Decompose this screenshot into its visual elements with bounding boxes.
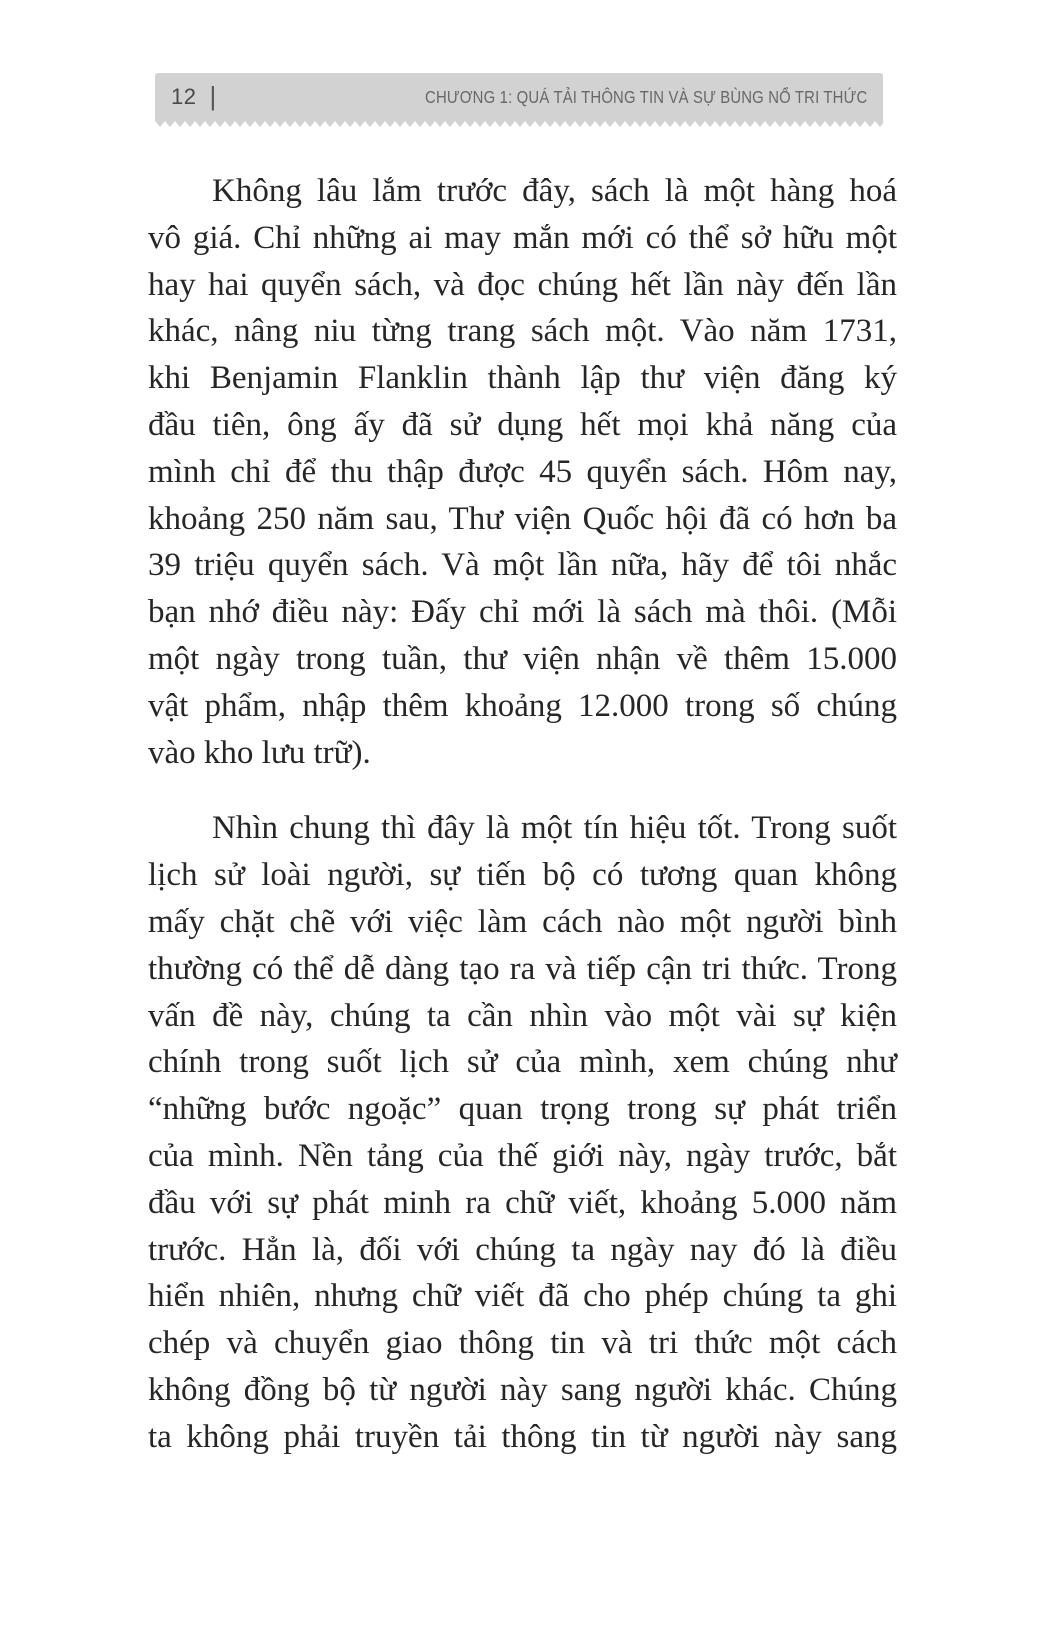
text-line: mấy chặt chẽ với việc làm cách nào một người bình — [148, 903, 897, 940]
text-line: vào kho lưu trữ). — [148, 734, 371, 771]
text-line: thường có thể dễ dàng tạo ra và tiếp cận tri thức. Trong — [148, 950, 897, 987]
text-line: đầu với sự phát minh ra chữ viết, khoảng 5.000 năm — [148, 1184, 897, 1221]
paragraph — [148, 168, 897, 776]
header-zigzag-edge — [155, 121, 883, 127]
text-line: Không lâu lắm trước đây, sách là một hàng hoá — [212, 173, 897, 209]
text-line: một ngày trong tuần, thư viện nhận về thêm 15.000 — [148, 640, 897, 677]
text-line: lịch sử loài người, sự tiến bộ có tương quan không — [148, 857, 897, 894]
text-line: trước. Hẳn là, đối với chúng ta ngày nay đó là điều — [148, 1231, 897, 1268]
text-line: khoảng 250 năm sau, Thư viện Quốc hội đã có hơn ba — [148, 500, 897, 537]
text-line: vô giá. Chỉ những ai may mắn mới có thể sở hữu một — [148, 219, 897, 256]
page-number-group — [171, 81, 217, 111]
text-line: chép và chuyển giao thông tin và tri thức một cách — [148, 1325, 897, 1362]
text-line: vật phẩm, nhập thêm khoảng 12.000 trong số chúng — [148, 687, 897, 724]
chapter-title: CHƯƠNG 1: QUÁ TẢI THÔNG TIN VÀ SỰ BÙNG NỔ TRI THỨC — [424, 86, 867, 107]
text-line: 39 triệu quyển sách. Và một lần nữa, hãy để tôi nhắc — [148, 547, 897, 584]
text-line: chính trong suốt lịch sử của mình, xem chúng như — [148, 1044, 897, 1081]
text-line: không đồng bộ từ người này sang người khác. Chúng — [148, 1371, 897, 1408]
text-line: Nhìn chung thì đây là một tín hiệu tốt. Trong suốt — [212, 810, 897, 847]
text-line: khác, nâng niu từng trang sách một. Vào năm 1731, — [148, 313, 897, 350]
text-line: hay hai quyển sách, và đọc chúng hết lần này đến lần — [148, 266, 897, 303]
paragraph — [148, 805, 897, 1460]
chapter-header-bar — [155, 73, 883, 121]
page-number: 12 — [171, 84, 197, 109]
text-line: của mình. Nền tảng của thế giới này, ngày trước, bắt — [148, 1137, 897, 1174]
page-number-divider: | — [209, 81, 217, 111]
text-line: “những bước ngoặc” quan trọng trong sự phát triển — [148, 1091, 897, 1128]
page-body — [148, 168, 897, 1461]
text-line: hiển nhiên, nhưng chữ viết đã cho phép chúng ta ghi — [148, 1278, 897, 1315]
text-line: vấn đề này, chúng ta cần nhìn vào một vài sự kiện — [148, 997, 897, 1034]
text-line: khi Benjamin Flanklin thành lập thư viện đăng ký — [148, 360, 897, 397]
text-line: ta không phải truyền tải thông tin từ người này sang — [148, 1418, 897, 1455]
text-line: đầu tiên, ông ấy đã sử dụng hết mọi khả năng của — [148, 406, 897, 443]
text-line: mình chỉ để thu thập được 45 quyển sách. Hôm nay, — [148, 453, 897, 490]
text-line: bạn nhớ điều này: Đấy chỉ mới là sách mà thôi. (Mỗi — [148, 594, 897, 631]
